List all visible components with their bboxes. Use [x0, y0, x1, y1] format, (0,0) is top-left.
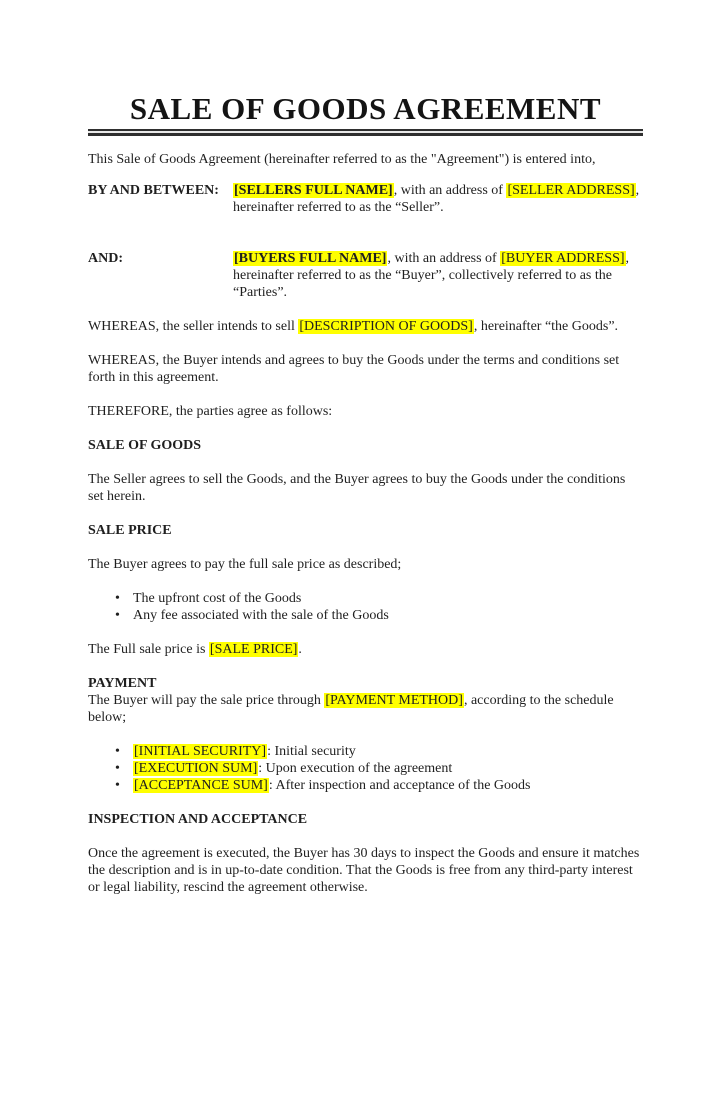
full-sale-price-paragraph: [88, 641, 643, 658]
sale-price-bullet-list: [88, 590, 643, 624]
bullet-icon: •: [115, 744, 120, 759]
payment-heading: PAYMENT: [88, 676, 157, 691]
buyer-mid-text: , with an address of: [387, 251, 501, 266]
bullet-icon: •: [115, 778, 120, 793]
list-item: [88, 607, 643, 624]
description-of-goods-placeholder[interactable]: [DESCRIPTION OF GOODS]: [299, 319, 473, 334]
parties-section: [88, 182, 643, 301]
seller-party-text: [233, 182, 643, 216]
sale-of-goods-body: The Seller agrees to sell the Goods, and the Buyer agrees to buy the Goods under the conditions set herein.: [88, 472, 626, 504]
sellers-full-name-placeholder[interactable]: [SELLERS FULL NAME]: [234, 183, 393, 198]
payment-lead: The Buyer will pay the sale price through: [88, 693, 325, 708]
sale-price-body: The Buyer agrees to pay the full sale price as described;: [88, 557, 402, 572]
payment-schedule-list: [88, 743, 643, 794]
bullet-icon: •: [115, 608, 120, 623]
list-item: [88, 590, 643, 607]
acceptance-sum-placeholder[interactable]: [ACCEPTANCE SUM]: [134, 778, 268, 793]
payment-schedule-item-2: [133, 760, 643, 777]
payment-body: [88, 692, 643, 726]
full-price-lead: The Full sale price is: [88, 642, 209, 657]
list-item: [88, 760, 643, 777]
seller-tail-text: , hereinafter referred to as the “Seller”.: [233, 183, 640, 215]
payment-tail: , according to the schedule below;: [88, 693, 614, 725]
execution-sum-desc: : Upon execution of the agreement: [258, 761, 453, 776]
document-title: SALE OF GOODS AGREEMENT: [129, 91, 602, 126]
seller-party-row: [88, 182, 643, 216]
whereas-buyer-paragraph: WHEREAS, the Buyer intends and agrees to buy the Goods under the terms and conditions set forth in this agreement.: [88, 353, 620, 385]
inspection-heading: INSPECTION AND ACCEPTANCE: [88, 812, 308, 827]
bullet-icon: •: [115, 761, 120, 776]
list-item: [88, 743, 643, 760]
list-item: [88, 777, 643, 794]
sale-price-bullet-2: Any fee associated with the sale of the Goods: [133, 608, 389, 623]
whereas-goods-tail: , hereinafter “the Goods”.: [473, 319, 619, 334]
bullet-icon: •: [115, 591, 120, 606]
seller-address-placeholder[interactable]: [SELLER ADDRESS]: [507, 183, 635, 198]
buyers-full-name-placeholder[interactable]: [BUYERS FULL NAME]: [234, 251, 387, 266]
buyer-tail-text: , hereinafter referred to as the “Buyer”, collectively referred to as the “Parties”.: [233, 251, 630, 300]
buyer-party-text: [233, 250, 643, 301]
sale-price-bullet-1: The upfront cost of the Goods: [133, 591, 302, 606]
payment-schedule-item-1: [133, 743, 643, 760]
sale-of-goods-heading: SALE OF GOODS: [88, 438, 202, 453]
initial-security-placeholder[interactable]: [INITIAL SECURITY]: [134, 744, 267, 759]
sale-price-placeholder[interactable]: [SALE PRICE]: [209, 642, 298, 657]
payment-method-placeholder[interactable]: [PAYMENT METHOD]: [325, 693, 463, 708]
buyer-address-placeholder[interactable]: [BUYER ADDRESS]: [501, 251, 625, 266]
acceptance-sum-desc: : After inspection and acceptance of the Goods: [268, 778, 531, 793]
whereas-goods-lead: WHEREAS, the seller intends to sell: [88, 319, 299, 334]
document-page: [0, 92, 720, 1110]
full-price-tail: .: [298, 642, 302, 657]
payment-schedule-item-3: [133, 777, 643, 794]
contract-page: [0, 92, 720, 1110]
title-double-rule: [88, 129, 643, 136]
initial-security-desc: : Initial security: [267, 744, 356, 759]
whereas-goods-paragraph: [88, 318, 643, 335]
execution-sum-placeholder[interactable]: [EXECUTION SUM]: [134, 761, 258, 776]
inspection-body: Once the agreement is executed, the Buyer has 30 days to inspect the Goods and ensure it matches the description and is in up-to-date condition. That the Goods is free from any third-party interest or legal liability, rescind the agreement otherwise.: [88, 846, 640, 895]
therefore-paragraph: THEREFORE, the parties agree as follows:: [88, 404, 333, 419]
sale-price-heading: SALE PRICE: [88, 523, 172, 538]
intro-paragraph: This Sale of Goods Agreement (hereinafter referred to as the "Agreement") is entered into,: [88, 152, 596, 167]
buyer-party-row: [88, 250, 643, 301]
between-label: BY AND BETWEEN:: [88, 183, 219, 198]
seller-mid-text: , with an address of: [393, 183, 507, 198]
and-label: AND:: [88, 251, 123, 266]
